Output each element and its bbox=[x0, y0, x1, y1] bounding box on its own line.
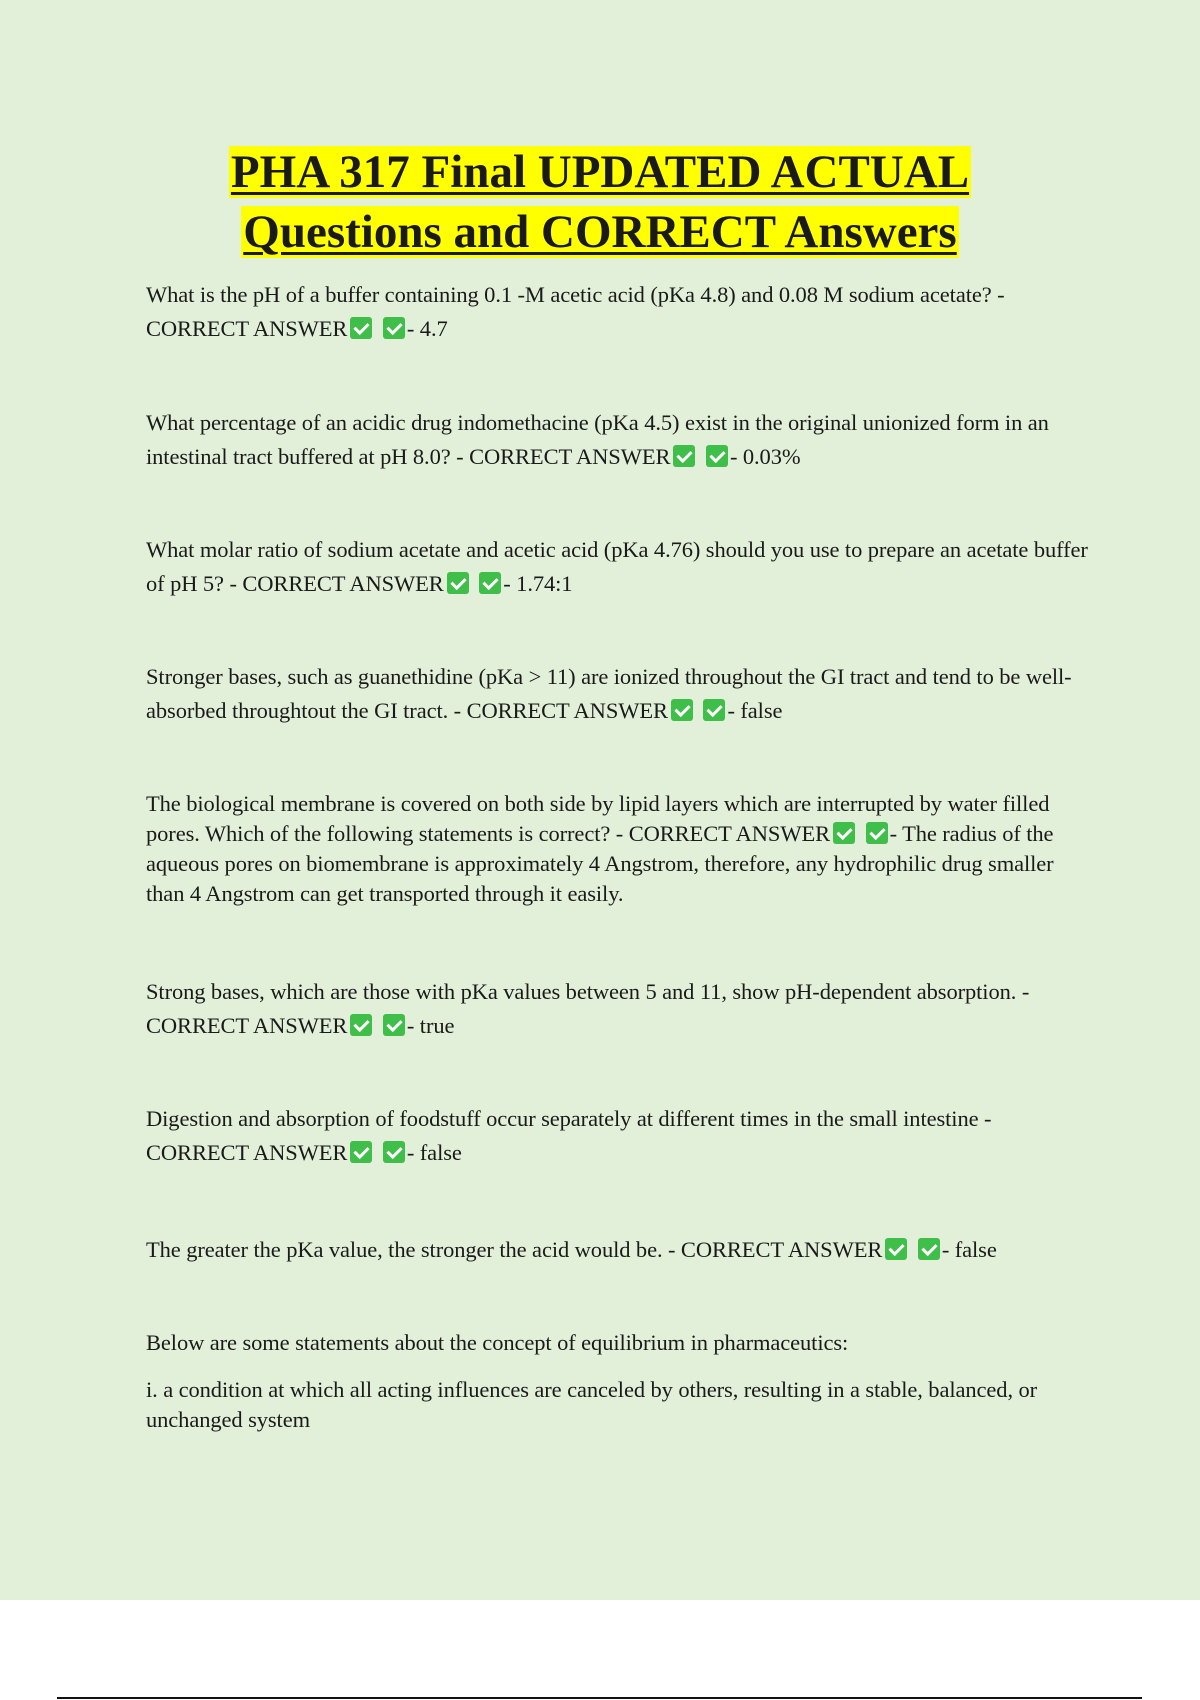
qa-item-1 bbox=[146, 278, 1096, 346]
check-box-icon bbox=[918, 1238, 940, 1260]
question-text: The biological membrane is covered on both side by lipid layers which are interrupted by water filled pores. Which of the following statements is correct? - CORRECT ANSWER bbox=[146, 791, 1050, 846]
question-text: What percentage of an acidic drug indomethacine (pKa 4.5) exist in the original unionized form in an intestinal tract buffered at pH 8.0? - CORRECT ANSWER bbox=[146, 410, 1049, 469]
qa-item-2 bbox=[146, 406, 1096, 474]
answer-text: - 1.74:1 bbox=[503, 571, 573, 596]
answer-text: - true bbox=[406, 1013, 455, 1038]
answer-text: - false bbox=[406, 1140, 462, 1165]
answer-text: - false bbox=[727, 698, 783, 723]
check-box-icon bbox=[350, 1014, 372, 1036]
qa-item-4 bbox=[146, 660, 1096, 728]
question-text: Stronger bases, such as guanethidine (pKa > 11) are ionized throughout the GI tract and tend to be well-absorbed throughtout the GI tract. - CORRECT ANSWER bbox=[146, 664, 1072, 723]
check-box-icon bbox=[833, 822, 855, 844]
check-box-icon bbox=[703, 699, 725, 721]
check-box-icon bbox=[383, 1141, 405, 1163]
check-box-icon bbox=[673, 445, 695, 467]
answer-text: - false bbox=[941, 1237, 997, 1262]
check-box-icon bbox=[671, 699, 693, 721]
answer-text: - The radius of the aqueous pores on biomembrane is approximately 4 Angstrom, therefore, any hydrophilic drug smaller than 4 Angstrom can get transported through it easily. bbox=[146, 821, 1054, 906]
answer-text: - 4.7 bbox=[406, 316, 448, 341]
question-text: Strong bases, which are those with pKa values between 5 and 11, show pH-dependent absorption. - CORRECT ANSWER bbox=[146, 979, 1030, 1038]
check-box-icon bbox=[383, 317, 405, 339]
check-box-icon bbox=[706, 445, 728, 467]
equilibrium-item-i: i. a condition at which all acting influences are canceled by others, resulting in a stable, balanced, or unchanged system bbox=[146, 1377, 1038, 1432]
answer-text: - 0.03% bbox=[729, 444, 801, 469]
qa-item-5 bbox=[146, 789, 1096, 909]
title-line-1: PHA 317 Final UPDATED ACTUAL bbox=[230, 146, 970, 198]
footer-divider bbox=[57, 1697, 1142, 1699]
question-text: The greater the pKa value, the stronger the acid would be. - CORRECT ANSWER bbox=[146, 1237, 883, 1262]
equilibrium-intro: Below are some statements about the concept of equilibrium in pharmaceutics: bbox=[146, 1330, 849, 1355]
title-line-2: Questions and CORRECT Answers bbox=[243, 206, 957, 258]
check-box-icon bbox=[350, 1141, 372, 1163]
question-text: What molar ratio of sodium acetate and acetic acid (pKa 4.76) should you use to prepare an acetate buffer of pH 5? - CORRECT ANSWER bbox=[146, 537, 1088, 596]
check-box-icon bbox=[866, 822, 888, 844]
qa-item-3 bbox=[146, 533, 1096, 601]
check-box-icon bbox=[885, 1238, 907, 1260]
document-title bbox=[0, 142, 1200, 262]
check-box-icon bbox=[447, 572, 469, 594]
qa-item-6 bbox=[146, 975, 1096, 1043]
check-box-icon bbox=[383, 1014, 405, 1036]
qa-item-8 bbox=[146, 1233, 1096, 1267]
qa-item-7 bbox=[146, 1102, 1096, 1170]
question-text: What is the pH of a buffer containing 0.1 -M acetic acid (pKa 4.8) and 0.08 M sodium acetate? - CORRECT ANSWER bbox=[146, 282, 1005, 341]
check-box-icon bbox=[350, 317, 372, 339]
question-text: Digestion and absorption of foodstuff occur separately at different times in the small intestine - CORRECT ANSWER bbox=[146, 1106, 992, 1165]
check-box-icon bbox=[479, 572, 501, 594]
